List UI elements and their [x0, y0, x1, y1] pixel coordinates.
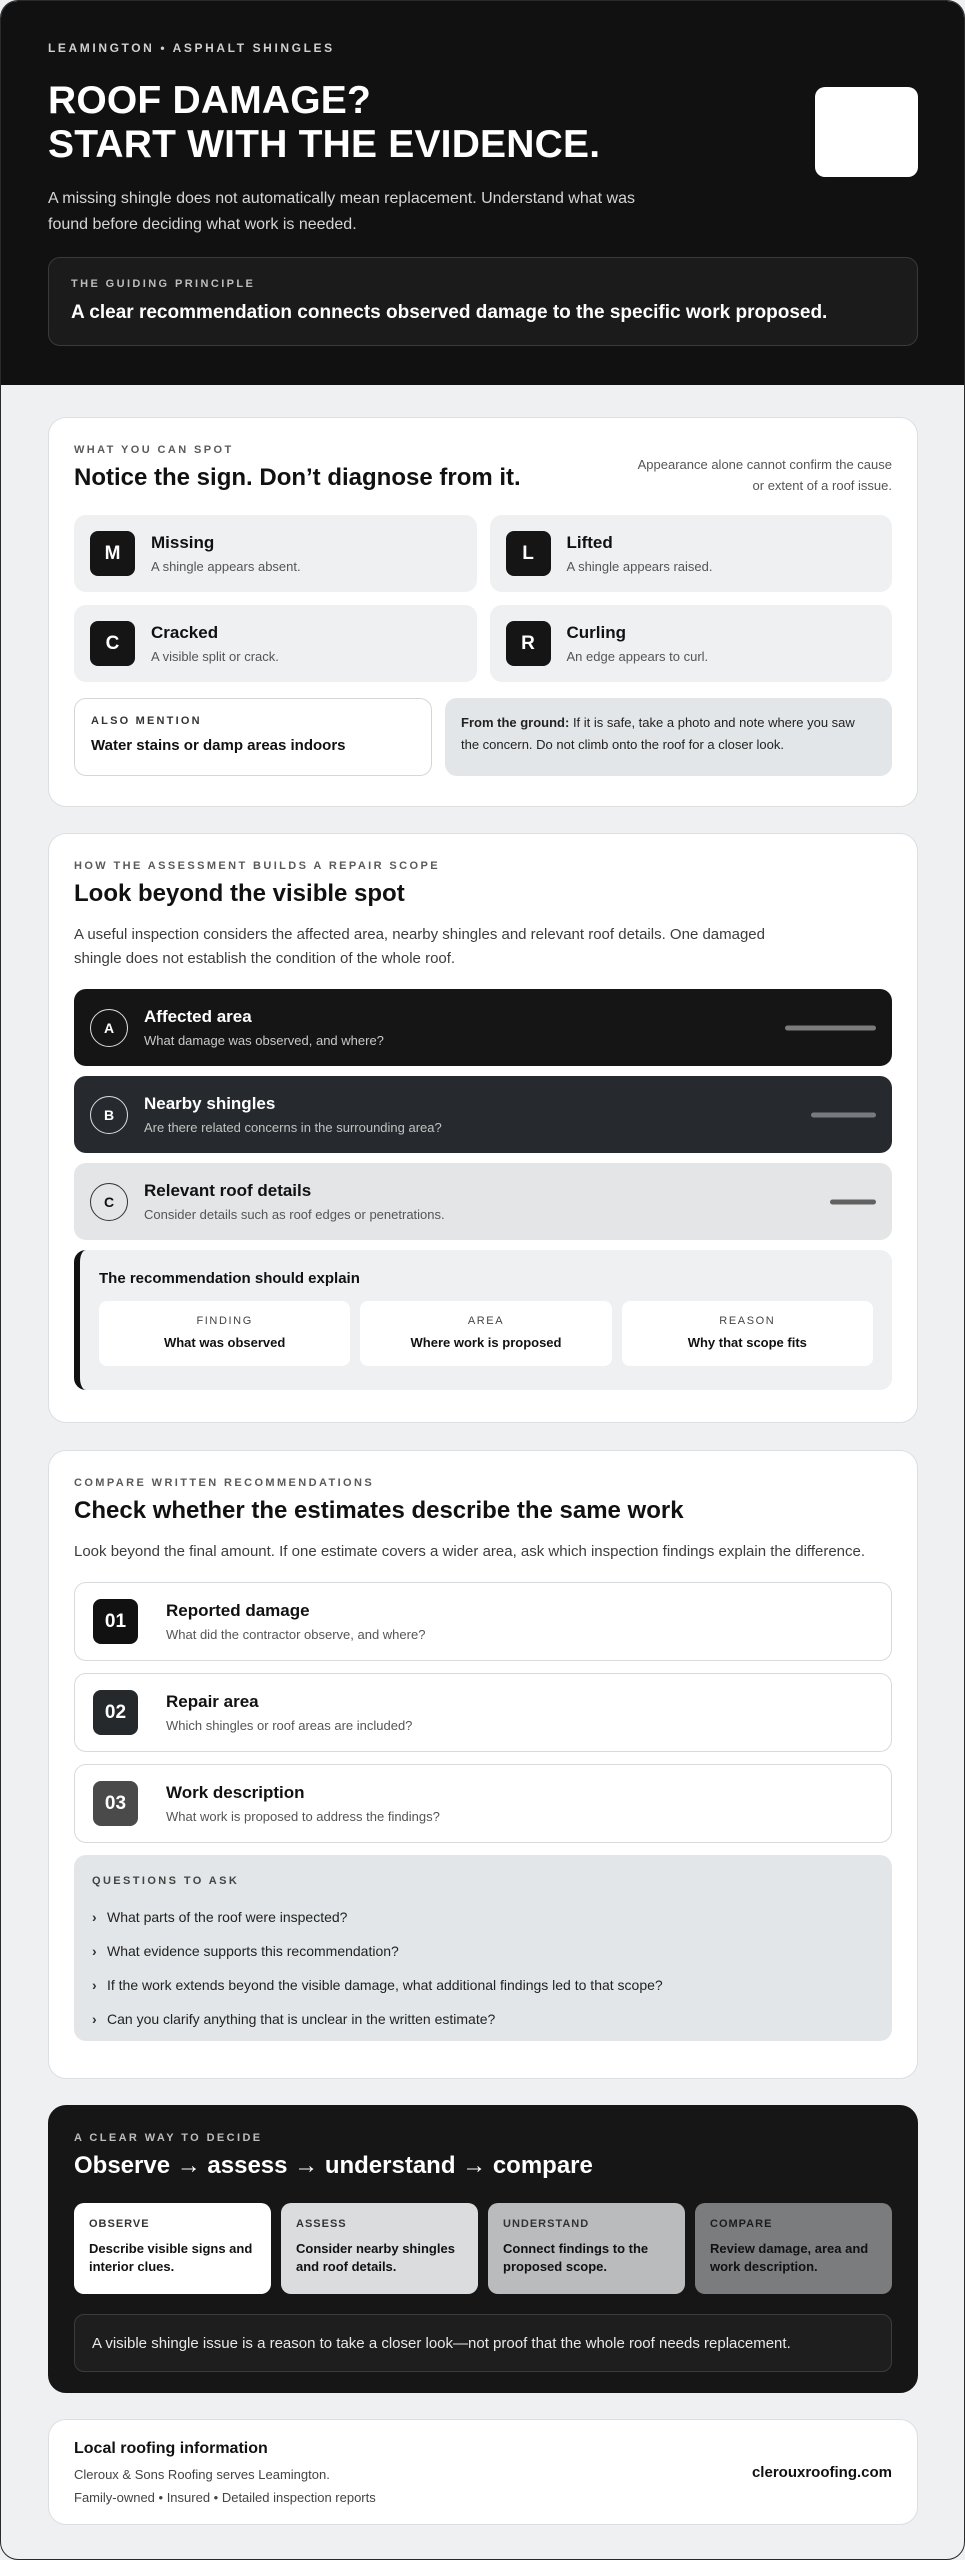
assessment-title: Look beyond the visible spot: [74, 880, 405, 907]
stage-value: Consider nearby shingles and roof details.: [296, 2241, 455, 2274]
step-number: 01: [93, 1599, 138, 1644]
stage-key: ASSESS: [296, 2218, 347, 2230]
chevron-right-icon: ›: [92, 1909, 97, 1925]
explain-area: [360, 1301, 611, 1366]
sign-curling: [490, 605, 893, 682]
step-title: Repair area: [166, 1692, 259, 1711]
compare-desc: Look beyond the final amount. If one estimate covers a wider area, ask which inspection findings explain the difference.: [74, 1543, 866, 1560]
sign-title: Lifted: [566, 533, 613, 552]
spot-eyebrow: WHAT YOU CAN SPOT: [74, 444, 234, 456]
sign-lifted: [490, 515, 893, 592]
scope-bands: [74, 989, 892, 1240]
sign-letter: R: [506, 621, 551, 666]
mention-label: ALSO MENTION: [91, 715, 202, 727]
questions-label: QUESTIONS TO ASK: [92, 1875, 240, 1887]
step-reported-damage: [74, 1582, 892, 1661]
question-item: [92, 1900, 874, 1934]
decide-card: [48, 2105, 918, 2393]
mention-value: Water stains or damp areas indoors: [91, 737, 346, 754]
stage-value: Review damage, area and work description.: [710, 2241, 869, 2274]
explain-value: What was observed: [163, 1335, 286, 1350]
spot-note: Appearance alone cannot confirm the cause or extent of a roof issue.: [637, 457, 892, 493]
explain-value: Why that scope fits: [687, 1335, 807, 1350]
hero-lead: A missing shingle does not automatically mean replacement. Understand what was found before deciding what work is needed.: [48, 190, 635, 233]
sign-missing: [74, 515, 477, 592]
assessment-card: [48, 833, 918, 1423]
band-sub: What damage was observed, and where?: [144, 1033, 384, 1048]
sign-sub: A visible split or crack.: [151, 649, 279, 664]
chevron-right-icon: ›: [92, 1943, 97, 1959]
chevron-right-icon: ›: [92, 2011, 97, 2027]
question-item: [92, 1968, 874, 2002]
footer-title: Local roofing information: [74, 2440, 268, 2457]
decide-conclusion: A visible shingle issue is a reason to take a closer look—not proof that the whole roof needs replacement.: [74, 2314, 892, 2372]
band-title: Affected area: [144, 1007, 252, 1026]
also-mention-box: [74, 698, 432, 776]
stage-value: Describe visible signs and interior clues.: [89, 2241, 253, 2274]
sign-title: Missing: [151, 533, 215, 552]
sign-grid: [74, 515, 892, 682]
hero-eyebrow: LEAMINGTON • ASPHALT SHINGLES: [48, 41, 335, 55]
question-text: What evidence supports this recommendation?: [107, 1943, 399, 1959]
explain-reason: [622, 1301, 873, 1366]
band-roof-details: [74, 1163, 892, 1240]
sign-letter: L: [506, 531, 551, 576]
stage-observe: [74, 2203, 271, 2294]
website-link[interactable]: clerouxroofing.com: [751, 2464, 892, 2481]
explain-key: AREA: [467, 1315, 505, 1327]
compare-steps: [74, 1582, 892, 1843]
step-title: Reported damage: [166, 1601, 310, 1620]
sign-letter: C: [90, 621, 135, 666]
compare-recommendations-card: [48, 1450, 918, 2079]
step-work-description: [74, 1764, 892, 1843]
band-affected-area: [74, 989, 892, 1066]
sign-sub: An edge appears to curl.: [566, 649, 709, 664]
stage-key: UNDERSTAND: [503, 2218, 590, 2230]
question-item: [92, 2002, 874, 2036]
question-text: What parts of the roof were inspected?: [107, 1909, 348, 1925]
principle-text: A clear recommendation connects observed damage to the specific work proposed.: [71, 302, 828, 323]
questions-box: [74, 1855, 892, 2041]
band-letter: A: [90, 1009, 128, 1047]
decide-title: Observe → assess → understand → compare: [74, 2152, 593, 2179]
step-number: 03: [93, 1781, 138, 1826]
title-line-2: START WITH THE EVIDENCE.: [48, 123, 601, 166]
logo-placeholder: [815, 87, 918, 177]
mention-row: [74, 698, 892, 776]
page-title: [48, 79, 768, 167]
band-sub: Consider details such as roof edges or penetrations.: [144, 1207, 445, 1222]
sign-sub: A shingle appears absent.: [151, 559, 301, 574]
assessment-eyebrow: HOW THE ASSESSMENT BUILDS A REPAIR SCOPE: [74, 860, 440, 872]
stage-compare: [695, 2203, 892, 2294]
footer-line-2: Family-owned • Insured • Detailed inspection reports: [74, 2490, 376, 2505]
compare-title: Check whether the estimates describe the same work: [74, 1497, 684, 1524]
spot-title: Notice the sign. Don’t diagnose from it.: [74, 464, 521, 491]
scope-bar: [811, 1112, 876, 1117]
ground-bold: From the ground:: [461, 715, 570, 730]
principle-label: THE GUIDING PRINCIPLE: [71, 278, 256, 290]
local-info-card: [48, 2419, 918, 2525]
band-title: Nearby shingles: [144, 1094, 276, 1113]
band-letter: C: [90, 1183, 128, 1221]
band-nearby-shingles: [74, 1076, 892, 1153]
explain-value: Where work is proposed: [410, 1335, 562, 1350]
question-item: [92, 1934, 874, 1968]
compare-eyebrow: COMPARE WRITTEN RECOMMENDATIONS: [74, 1477, 375, 1489]
stage-value: Connect findings to the proposed scope.: [503, 2241, 649, 2274]
explain-grid: [99, 1301, 873, 1366]
stage-understand: [488, 2203, 685, 2294]
explain-title: The recommendation should explain: [99, 1270, 360, 1287]
chevron-right-icon: ›: [92, 1977, 97, 1993]
sign-title: Cracked: [151, 623, 219, 642]
band-sub: Are there related concerns in the surrounding area?: [144, 1120, 442, 1135]
band-title: Relevant roof details: [144, 1181, 312, 1200]
process-steps: [74, 2203, 892, 2294]
ground-text: If it is safe, take a photo and note where you saw the concern. Do not climb onto the roof for a closer look.: [461, 715, 855, 752]
ground-safety-note: [445, 698, 892, 776]
explain-key: FINDING: [196, 1315, 253, 1327]
stage-assess: [281, 2203, 478, 2294]
assessment-desc: A useful inspection considers the affected area, nearby shingles and relevant roof details. One damaged shingle does not establish the condition of the whole roof.: [74, 926, 765, 967]
stage-key: OBSERVE: [89, 2218, 150, 2230]
questions-list: [92, 1900, 874, 2036]
guiding-principle-box: [48, 257, 918, 346]
title-line-1: ROOF DAMAGE?: [48, 79, 372, 122]
question-text: If the work extends beyond the visible damage, what additional findings led to that scope?: [107, 1977, 663, 1993]
explain-key: REASON: [719, 1315, 776, 1327]
question-text: Can you clarify anything that is unclear in the written estimate?: [107, 2011, 496, 2027]
hero-section: [1, 1, 964, 385]
what-you-can-spot-card: [48, 417, 918, 807]
band-letter: B: [90, 1096, 128, 1134]
step-sub: What did the contractor observe, and where?: [166, 1627, 426, 1642]
decide-eyebrow: A CLEAR WAY TO DECIDE: [74, 2132, 263, 2144]
recommendation-explain-box: [74, 1250, 892, 1390]
sign-sub: A shingle appears raised.: [566, 559, 713, 574]
scope-bar: [830, 1199, 876, 1204]
step-sub: Which shingles or roof areas are included?: [166, 1718, 413, 1733]
scope-bar: [785, 1025, 876, 1030]
sign-cracked: [74, 605, 477, 682]
step-sub: What work is proposed to address the findings?: [166, 1809, 440, 1824]
sign-title: Curling: [566, 623, 626, 642]
sign-letter: M: [90, 531, 135, 576]
step-title: Work description: [166, 1783, 305, 1802]
explain-finding: [99, 1301, 350, 1366]
footer-line-1: Cleroux & Sons Roofing serves Leamington.: [74, 2467, 330, 2482]
step-repair-area: [74, 1673, 892, 1752]
stage-key: COMPARE: [710, 2218, 773, 2230]
step-number: 02: [93, 1690, 138, 1735]
